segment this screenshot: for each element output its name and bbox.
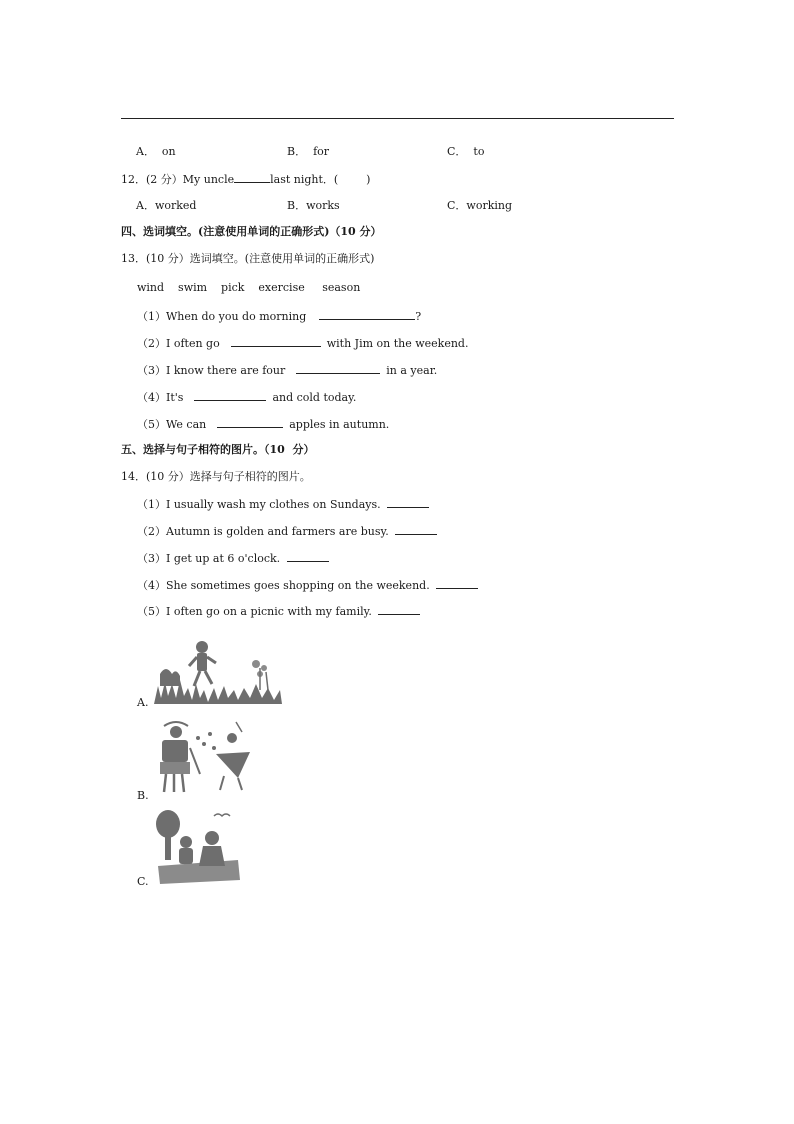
- q14-item-4: [137, 578, 478, 593]
- q14-item-2-blank[interactable]: [395, 524, 437, 535]
- section4-heading: 四、选词填空。(注意使用单词的正确形式)（10 分）: [121, 225, 382, 238]
- q14-item-5-blank[interactable]: [378, 604, 420, 615]
- q14-item-1-text: （1）I usually wash my clothes on Sundays.: [137, 498, 381, 511]
- q13-item-3-text: （3）I know there are four: [137, 364, 286, 377]
- q13-item-4-blank[interactable]: [194, 390, 266, 401]
- q13-item-2-blank[interactable]: [231, 336, 321, 347]
- q13-item-5-text: （5）We can: [137, 418, 207, 431]
- q12-option-b[interactable]: B．works: [287, 199, 340, 212]
- q13-item-4: [137, 390, 356, 405]
- q14-item-2: [137, 524, 437, 539]
- word-bank: wind swim pick exercise season: [137, 281, 361, 294]
- q13-item-2-end: with Jim on the weekend.: [326, 337, 469, 350]
- q13-item-5-end: apples in autumn.: [289, 418, 390, 431]
- q13-item-3-end: in a year.: [386, 364, 438, 377]
- q13-stem: 13．(10 分）选词填空。(注意使用单词的正确形式): [121, 252, 375, 265]
- q11-option-a[interactable]: A． on: [136, 145, 176, 158]
- q13-item-1: [137, 309, 421, 324]
- q14-item-4-text: （4）She sometimes goes shopping on the weekend.: [137, 579, 430, 592]
- q11-option-b[interactable]: B． for: [287, 145, 330, 158]
- q14-item-4-blank[interactable]: [436, 578, 478, 589]
- q13-item-1-end: ?: [415, 310, 422, 323]
- q13-item-2-text: （2）I often go: [137, 337, 220, 350]
- family-picnic-picture[interactable]: [154, 808, 242, 886]
- q14-item-3: [137, 551, 329, 566]
- q14-item-5-text: （5）I often go on a picnic with my family.: [137, 605, 372, 618]
- q13-item-1-text: （1）When do you do morning: [137, 310, 307, 323]
- picture-c-label: C.: [137, 875, 149, 888]
- q14-item-1-blank[interactable]: [387, 497, 429, 508]
- harvest-farmers-picture[interactable]: [154, 718, 254, 800]
- picture-a-label: A.: [137, 696, 149, 709]
- q14-item-3-blank[interactable]: [287, 551, 329, 562]
- header-rule: [121, 118, 674, 119]
- q12-blank[interactable]: [234, 172, 270, 183]
- q13-item-5-blank[interactable]: [217, 417, 283, 428]
- picture-b-label: B.: [137, 789, 149, 802]
- q13-item-3: [137, 363, 437, 378]
- q14-item-2-text: （2）Autumn is golden and farmers are busy.: [137, 525, 389, 538]
- q13-item-4-end: and cold today.: [272, 391, 357, 404]
- section5-heading: 五、选择与句子相符的图片。（10 分）: [121, 443, 315, 456]
- q14-stem: 14．(10 分）选择与句子相符的图片。: [121, 470, 311, 483]
- q13-item-4-text: （4）It's: [137, 391, 184, 404]
- q12-stem-post: last night．( ): [270, 173, 371, 186]
- q12-option-a[interactable]: A．worked: [136, 199, 197, 212]
- q14-item-5: [137, 604, 420, 619]
- q14-item-3-text: （3）I get up at 6 o'clock.: [137, 552, 281, 565]
- q12-stem: [121, 172, 370, 187]
- q14-item-1: [137, 497, 429, 512]
- q12-stem-pre: 12．(2 分）My uncle: [121, 173, 235, 186]
- q13-item-5: [137, 417, 389, 432]
- q13-item-3-blank[interactable]: [296, 363, 380, 374]
- q13-item-1-blank[interactable]: [319, 309, 415, 320]
- q13-item-2: [137, 336, 468, 351]
- q11-option-c[interactable]: C． to: [447, 145, 485, 158]
- q12-option-c[interactable]: C．working: [447, 199, 513, 212]
- person-running-on-grass-picture[interactable]: [154, 638, 282, 706]
